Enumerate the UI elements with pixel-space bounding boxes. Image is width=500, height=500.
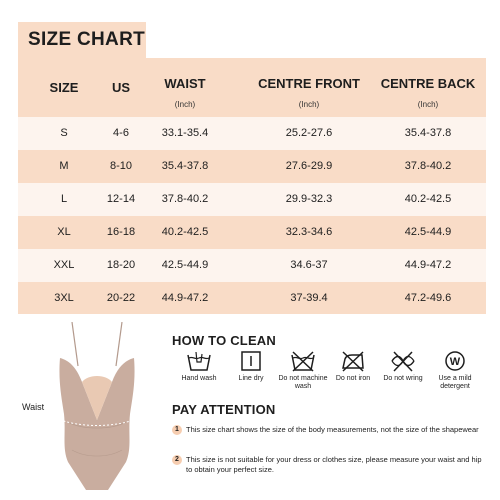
care-item-mild-detergent: W Use a mild detergent: [428, 350, 482, 391]
cell-size: XXL: [53, 259, 75, 271]
table-row: [18, 117, 486, 150]
size-chart-title-bar: [18, 22, 146, 58]
header-us: US: [111, 80, 131, 95]
cell-us: 12-14: [106, 193, 136, 205]
cell-centre-back: 44.9-47.2: [404, 259, 452, 271]
no-iron-icon: [340, 350, 366, 372]
cell-waist: 35.4-37.8: [161, 160, 209, 172]
header-waist: WAIST: [164, 76, 206, 91]
cell-centre-front: 34.6-37: [290, 259, 328, 271]
table-row: [18, 282, 486, 315]
table-row: [18, 150, 486, 183]
header-size: SIZE: [49, 80, 79, 95]
header-waist-unit: (Inch): [174, 100, 196, 109]
table-row: [18, 216, 486, 249]
header-centre-back-unit: (Inch): [417, 100, 439, 109]
bodysuit-model-image: [42, 322, 152, 494]
cell-centre-front: 25.2-27.6: [285, 127, 333, 139]
cell-us: 8-10: [109, 160, 133, 172]
cell-centre-front: 37-39.4: [290, 292, 328, 304]
hand-wash-icon: [186, 350, 212, 372]
cell-size: 3XL: [54, 292, 74, 304]
note-number: 2: [172, 455, 182, 465]
cell-waist: 40.2-42.5: [161, 226, 209, 238]
cell-centre-front: 29.9-32.3: [285, 193, 333, 205]
header-centre-front-unit: (Inch): [298, 100, 320, 109]
size-chart-title: SIZE CHART: [28, 29, 145, 50]
care-item-no-machine-wash: Do not machine wash: [276, 350, 330, 391]
svg-text:W: W: [449, 356, 461, 368]
mild-detergent-icon: [444, 350, 466, 372]
care-item-hand-wash: Hand wash: [172, 350, 226, 383]
cell-centre-back: 47.2-49.6: [404, 292, 452, 304]
attention-note: [172, 425, 482, 435]
cell-waist: 42.5-44.9: [161, 259, 209, 271]
pay-attention-title: PAY ATTENTION: [172, 402, 276, 417]
cell-size: M: [59, 160, 69, 172]
size-chart-table: [18, 58, 486, 314]
cell-centre-back: 40.2-42.5: [404, 193, 452, 205]
cell-centre-back: 35.4-37.8: [404, 127, 452, 139]
waist-label: Waist: [22, 402, 45, 412]
cell-waist: 37.8-40.2: [161, 193, 209, 205]
table-header: [18, 58, 486, 116]
how-to-clean-title: HOW TO CLEAN: [172, 333, 276, 348]
cell-centre-back: 37.8-40.2: [404, 160, 452, 172]
cell-centre-front: 32.3-34.6: [285, 226, 333, 238]
note-text: This size chart shows the size of the body measurements, not the size of the shapewear: [186, 425, 479, 434]
care-item-line-dry: Line dry: [224, 350, 278, 383]
cell-size: S: [60, 127, 68, 139]
cell-us: 20-22: [106, 292, 136, 304]
no-machine-wash-icon: [290, 350, 316, 372]
cell-centre-back: 42.5-44.9: [404, 226, 452, 238]
line-dry-icon: [240, 350, 262, 372]
header-centre-back: CENTRE BACK: [380, 76, 476, 91]
cell-size: L: [60, 193, 68, 205]
table-row: [18, 183, 486, 216]
cell-size: XL: [57, 226, 71, 238]
cell-us: 18-20: [106, 259, 136, 271]
table-row: [18, 249, 486, 282]
cell-us: 4-6: [113, 127, 129, 139]
attention-note: [172, 455, 482, 475]
no-wring-icon: [390, 350, 416, 372]
note-number: 1: [172, 425, 182, 435]
cell-centre-front: 27.6-29.9: [285, 160, 333, 172]
cell-waist: 44.9-47.2: [161, 292, 209, 304]
note-text: This size is not suitable for your dress or clothes size, please measure your waist and hip to obtain your perfect size.: [186, 455, 482, 474]
care-item-no-wring: Do not wring: [376, 350, 430, 383]
header-centre-front: CENTRE FRONT: [258, 76, 360, 91]
care-item-no-iron: Do not iron: [326, 350, 380, 383]
cell-us: 16-18: [106, 226, 136, 238]
cell-waist: 33.1-35.4: [161, 127, 209, 139]
